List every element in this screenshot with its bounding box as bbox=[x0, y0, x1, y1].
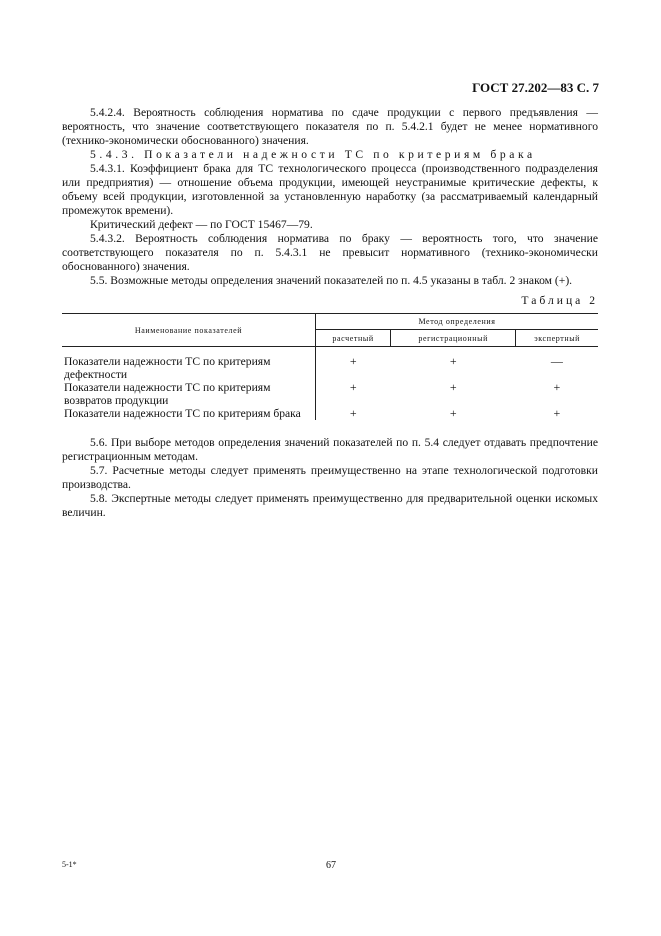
table-row bbox=[62, 407, 598, 420]
page-number: 67 bbox=[326, 860, 336, 871]
table-header-calculated: расчетный bbox=[316, 330, 391, 347]
running-title: ГОСТ 27.202—83 С. 7 bbox=[472, 80, 599, 95]
mark-expert: + bbox=[553, 380, 561, 394]
table-header-name: Наименование показателей bbox=[62, 314, 316, 347]
mark-calculated: + bbox=[349, 354, 357, 368]
table-row bbox=[62, 347, 598, 382]
paragraph-5-6: 5.6. При выборе методов определения значений показателей по п. 5.4 следует отдавать предпочтение регистрационным методам. bbox=[62, 436, 598, 463]
paragraph-5-4-3-2: 5.4.3.2. Вероятность соблюдения норматива по браку — вероятность того, что значение соответствующего показателя по п. 5.4.3.1 не превысит нормативного (технико-экономически обоснованного) значения. bbox=[62, 232, 598, 273]
mark-expert: — bbox=[550, 354, 563, 368]
table-header-registration: регистрационный bbox=[391, 330, 516, 347]
table-header-expert: экспертный bbox=[516, 330, 598, 347]
paragraph-5-5: 5.5. Возможные методы определения значений показателей по п. 4.5 указаны в табл. 2 знаком (+). bbox=[90, 274, 573, 287]
table-row bbox=[62, 381, 598, 407]
paragraph-5-4-3-1: 5.4.3.1. Коэффициент брака для ТС технологического процесса (производственного подразделения или предприятия) — отношение объема продукции, имеющей неустранимые критические дефекты, к объему всей продукции, изготовленной за установленную наработку (за рассматриваемый календарный промежуток времени). bbox=[62, 162, 598, 217]
mark-calculated: + bbox=[349, 406, 357, 420]
mark-expert: + bbox=[553, 406, 561, 420]
mark-registration: + bbox=[449, 406, 457, 420]
closing-paragraphs bbox=[62, 436, 598, 520]
row-name: Показатели надежности ТС по критериям дефектности bbox=[62, 347, 316, 382]
paragraph-5-7: 5.7. Расчетные методы следует применять преимущественно на этапе технологической подготовки производства. bbox=[62, 464, 598, 491]
paragraph-5-4-2-4: 5.4.2.4. Вероятность соблюдения норматива по сдаче продукции с первого предъявления — вероятность, что значение соответствующего показателя по п. 5.4.2.1 будет не менее нормативного (технико-экономически обоснованного) значения. bbox=[62, 106, 598, 147]
table-caption: Таблица 2 bbox=[521, 294, 598, 307]
mark-registration: + bbox=[449, 354, 457, 368]
mark-registration: + bbox=[449, 380, 457, 394]
methods-table bbox=[62, 313, 598, 420]
table-header-group: Метод определения bbox=[316, 314, 599, 330]
paragraph-critical-defect: Критический дефект — по ГОСТ 15467—79. bbox=[90, 218, 313, 231]
paragraph-5-8: 5.8. Экспертные методы следует применять преимущественно для предварительной оценки искомых величин. bbox=[62, 492, 598, 519]
mark-calculated: + bbox=[349, 380, 357, 394]
row-name: Показатели надежности ТС по критериям возвратов продукции bbox=[62, 381, 316, 407]
section-heading-5-4-3: 5.4.3. Показатели надежности ТС по критериям брака bbox=[90, 148, 536, 161]
document-body bbox=[62, 106, 598, 520]
footer-signature-mark: 5-1* bbox=[62, 860, 77, 869]
row-name: Показатели надежности ТС по критериям брака bbox=[62, 407, 316, 420]
